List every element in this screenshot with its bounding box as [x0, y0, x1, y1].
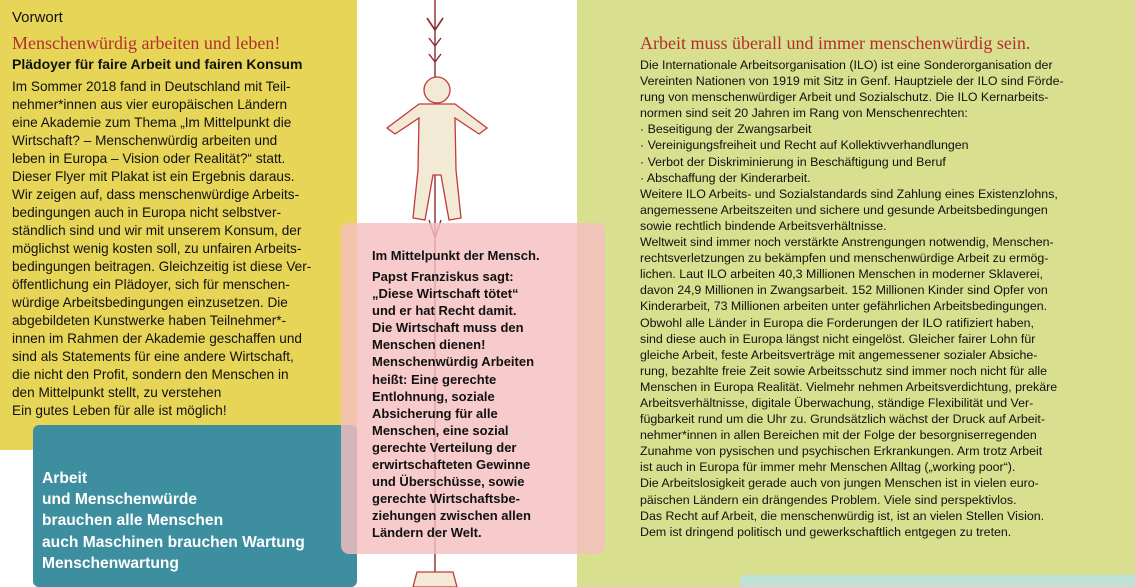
- callout-line: und er hat Recht damit.: [372, 303, 517, 319]
- callout-line: Die Wirtschaft muss den: [372, 320, 524, 336]
- callout-line: gerechte Verteilung der: [372, 439, 517, 455]
- right-body-line: Menschen in Europa Realität. Vielmehr nehmen Arbeitsverdichtung, prekäre: [640, 379, 1058, 394]
- right-body-line: Dem ist dringend politisch und gewerkschaftlich entgegen zu treten.: [640, 524, 1012, 539]
- right-body-line: rung, bezahlte freie Zeit sowie Arbeitsschutz sind immer noch nicht für alle: [640, 363, 1048, 378]
- callout-line: „Diese Wirtschaft tötet“: [372, 286, 519, 302]
- callout-line: Absicherung für alle: [372, 405, 498, 421]
- body-line: Im Sommer 2018 fand in Deutschland mit Teil-: [12, 79, 291, 94]
- right-body-line: Arbeitsverhältnisse, digitale Überwachung, ständige Flexibilität und Ver-: [640, 395, 1034, 410]
- body-line: Wirtschaft? – Menschenwürdig arbeiten und: [12, 133, 278, 148]
- right-body-line: lichen. Laut ILO arbeiten 40,3 Millionen Menschen in moderner Sklaverei,: [640, 267, 1043, 282]
- body-line: öffentlichung ein Plädoyer, sich für menschen-: [12, 277, 290, 292]
- right-body-line: sowie rechtlich bindende Arbeitsverhältnisse.: [640, 218, 887, 233]
- callout-line: und Überschüsse, sowie: [372, 474, 525, 490]
- body-line: möglichst wenig kosten soll, zu unfairen Arbeits-: [12, 241, 302, 256]
- body-line: abgebildeten Kunstwerke haben Teilnehmer*-: [12, 313, 287, 328]
- right-title: Arbeit muss überall und immer menschenwürdig sein.: [640, 33, 1031, 53]
- right-body-line: · Vereinigungsfreiheit und Recht auf Kollektivverhandlungen: [640, 138, 969, 153]
- right-body-line: päischen Ländern ein drängendes Problem. Viele sind perspektivlos.: [640, 492, 1017, 507]
- right-body-line: Weitere ILO Arbeits- und Sozialstandards sind Zahlung eines Existenzlohns,: [640, 186, 1058, 201]
- body-line: Wir zeigen auf, dass menschenwürdige Arbeits-: [12, 187, 300, 202]
- right-body-line: fügbarkeit rund um die Uhr zu. Grundsätzlich wächst der Druck auf Arbeit-: [640, 412, 1045, 427]
- teal-line: brauchen alle Menschen: [42, 512, 224, 530]
- callout-line: Papst Franziskus sagt:: [372, 269, 514, 284]
- right-body-line: sind diese auch in Europa längst nicht eingelöst. Gleicher fairer Lohn für: [640, 331, 1036, 346]
- teal-line: und Menschenwürde: [42, 491, 198, 509]
- body-line: würdige Arbeitsbedingungen einzusetzen. Die: [12, 295, 288, 310]
- left-body: [12, 78, 348, 420]
- right-body-line: gleiche Arbeit, feste Arbeitsverträge mit angemessener sozialer Absiche-: [640, 347, 1038, 362]
- callout-line: erwirtschafteten Gewinne: [372, 457, 531, 473]
- right-body-line: · Verbot der Diskriminierung in Beschäftigung und Beruf: [640, 154, 946, 169]
- body-line: den Mittelpunkt stellt, zu verstehen: [12, 385, 222, 400]
- right-body-line: Zunahme von pysischen und psychischen Erkrankungen. Arm trotz Arbeit: [640, 444, 1043, 459]
- callout-body: [372, 268, 592, 542]
- right-body-line: ist auch in Europa für immer mehr Menschen Alltag („working poor“).: [640, 460, 1016, 475]
- teal-line: auch Maschinen brauchen Wartung: [42, 533, 305, 551]
- body-line: bedingungen beitragen. Gleichzeitig ist diese Ver-: [12, 259, 312, 274]
- body-line: die nicht den Profit, sondern den Menschen in: [12, 367, 289, 382]
- body-line: bedingungen auch in Europa nicht selbstver-: [12, 205, 282, 220]
- right-body-line: angemessene Arbeitszeiten und sichere und gesunde Arbeitsbedingungen: [640, 202, 1048, 217]
- right-body: [640, 57, 1120, 540]
- right-body-line: rechtsverletzungen zu bekämpfen und menschenwürdige Arbeit zu ermög-: [640, 251, 1049, 266]
- body-line: innen im Rahmen der Akademie geschaffen und: [12, 331, 302, 346]
- callout-line: Menschen dienen!: [372, 337, 486, 353]
- right-body-line: Obwohl alle Länder in Europa die Forderungen der ILO ratifiziert haben,: [640, 315, 1034, 330]
- right-body-line: Die Arbeitslosigkeit gerade auch von jungen Menschen ist in vielen euro-: [640, 476, 1039, 491]
- right-body-line: nehmer*innen in allen Bereichen mit der Folge der besorgniserregenden: [640, 428, 1037, 443]
- left-subtitle: Plädoyer für faire Arbeit und fairen Konsum: [12, 56, 303, 72]
- body-line: sind als Statements für eine andere Wirtschaft,: [12, 349, 294, 364]
- right-body-line: · Abschaffung der Kinderarbeit.: [640, 170, 811, 185]
- teal-callout-text: [42, 468, 305, 574]
- right-body-line: davon 24,9 Millionen in Zwangsarbeit. 152 Millionen Kinder sind Opfer von: [640, 283, 1048, 298]
- right-body-line: normen sind seit 20 Jahren im Rang von Menschenrechten:: [640, 106, 968, 121]
- body-line: nehmer*innen aus vier europäischen Ländern: [12, 97, 288, 112]
- body-line: leben in Europa – Vision oder Realität?“ statt.: [12, 151, 286, 166]
- callout-line: Ländern der Welt.: [372, 525, 482, 541]
- right-body-line: rung von menschenwürdiger Arbeit und Sozialschutz. Die ILO Kernarbeits-: [640, 90, 1049, 105]
- section-label: Vorwort: [12, 9, 63, 26]
- callout-title: Im Mittelpunkt der Mensch.: [372, 248, 540, 263]
- callout-line: Menschenwürdig Arbeiten: [372, 354, 535, 370]
- body-line: eine Akademie zum Thema „Im Mittelpunkt die: [12, 115, 292, 130]
- right-body-line: Das Recht auf Arbeit, die menschenwürdig ist, ist an vielen Stellen Vision.: [640, 508, 1045, 523]
- callout-line: Entlohnung, soziale: [372, 388, 495, 404]
- right-body-line: Weltweit sind immer noch verstärkte Anstrengungen notwendig, Menschen-: [640, 235, 1054, 250]
- callout-line: gerechte Wirtschaftsbe-: [372, 491, 520, 507]
- callout-line: heißt: Eine gerechte: [372, 371, 497, 387]
- teal-line: Menschenwartung: [42, 554, 179, 572]
- left-title: Menschenwürdig arbeiten und leben!: [12, 33, 281, 53]
- callout-line: Menschen, eine sozial: [372, 422, 509, 438]
- body-line: Dieser Flyer mit Plakat ist ein Ergebnis daraus.: [12, 169, 295, 184]
- right-body-line: Die Internationale Arbeitsorganisation (ILO) ist eine Sonderorganisation der: [640, 58, 1053, 72]
- body-line: Ein gutes Leben für alle ist möglich!: [12, 403, 227, 418]
- body-line: ständlich sind und wir mit unserem Konsum, der: [12, 223, 302, 238]
- bottom-decor-strip: [740, 575, 1135, 587]
- right-body-line: · Beseitigung der Zwangsarbeit: [640, 122, 812, 137]
- right-body-line: Kinderarbeit, 73 Millionen arbeiten unter gefährlichen Arbeitsbedingungen.: [640, 299, 1048, 314]
- teal-line: Arbeit: [42, 470, 88, 487]
- callout-line: ziehungen zwischen allen: [372, 508, 531, 524]
- right-body-line: Vereinten Nationen von 1919 mit Sitz in Genf. Hauptziele der ILO sind Förde-: [640, 74, 1064, 89]
